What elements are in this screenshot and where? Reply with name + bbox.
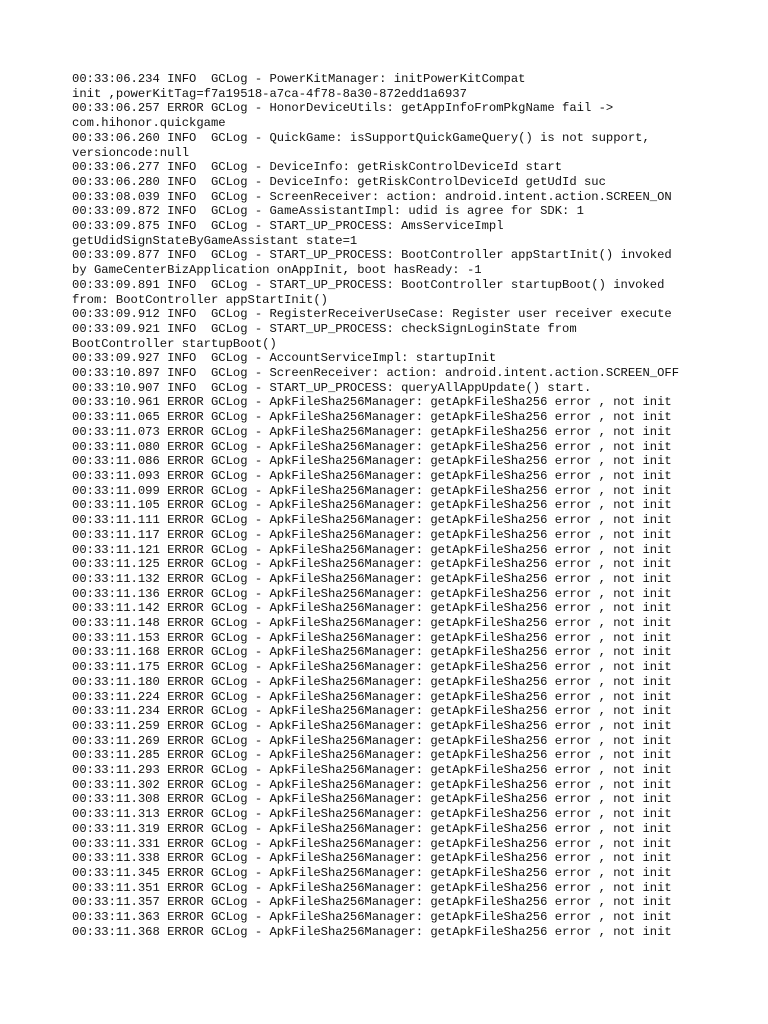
log-line: init ,powerKitTag=f7a19518-a7ca-4f78-8a30-872edd1a6937 (72, 86, 467, 101)
log-line: com.hihonor.quickgame (72, 116, 226, 131)
log-line: 00:33:11.136 ERROR GCLog - ApkFileSha256Manager: getApkFileSha256 error , not init (72, 586, 672, 601)
log-line: 00:33:11.363 ERROR GCLog - ApkFileSha256Manager: getApkFileSha256 error , not init (72, 910, 672, 925)
log-line: 00:33:06.280 INFO GCLog - DeviceInfo: getRiskControlDeviceId getUdId suc (72, 174, 606, 189)
log-line: 00:33:11.132 ERROR GCLog - ApkFileSha256Manager: getApkFileSha256 error , not init (72, 571, 672, 586)
log-line: 00:33:11.180 ERROR GCLog - ApkFileSha256Manager: getApkFileSha256 error , not init (72, 674, 672, 689)
log-line: 00:33:09.912 INFO GCLog - RegisterReceiverUseCase: Register user receiver execute (72, 307, 672, 322)
log-line: from: BootController appStartInit() (72, 292, 328, 307)
log-line: 00:33:11.073 ERROR GCLog - ApkFileSha256Manager: getApkFileSha256 error , not init (72, 424, 672, 439)
log-line: 00:33:11.313 ERROR GCLog - ApkFileSha256Manager: getApkFileSha256 error , not init (72, 807, 672, 822)
log-line: 00:33:10.907 INFO GCLog - START_UP_PROCESS: queryAllAppUpdate() start. (72, 380, 592, 395)
log-line: 00:33:06.234 INFO GCLog - PowerKitManager: initPowerKitCompat (72, 72, 526, 86)
log-line: 00:33:09.921 INFO GCLog - START_UP_PROCESS: checkSignLoginState from (72, 321, 577, 336)
log-line: 00:33:11.357 ERROR GCLog - ApkFileSha256Manager: getApkFileSha256 error , not init (72, 895, 672, 910)
log-line: 00:33:11.234 ERROR GCLog - ApkFileSha256Manager: getApkFileSha256 error , not init (72, 704, 672, 719)
log-line: by GameCenterBizApplication onAppInit, boot hasReady: -1 (72, 263, 482, 278)
log-line: 00:33:09.927 INFO GCLog - AccountServiceImpl: startupInit (72, 351, 497, 366)
log-line: 00:33:09.875 INFO GCLog - START_UP_PROCESS: AmsServiceImpl (72, 219, 504, 234)
log-line: 00:33:11.285 ERROR GCLog - ApkFileSha256Manager: getApkFileSha256 error , not init (72, 748, 672, 763)
log-line: getUdidSignStateByGameAssistant state=1 (72, 233, 358, 248)
log-line: 00:33:06.257 ERROR GCLog - HonorDeviceUtils: getAppInfoFromPkgName fail -> (72, 101, 614, 116)
log-line: 00:33:11.125 ERROR GCLog - ApkFileSha256Manager: getApkFileSha256 error , not init (72, 557, 672, 572)
log-line: 00:33:11.308 ERROR GCLog - ApkFileSha256Manager: getApkFileSha256 error , not init (72, 792, 672, 807)
log-line: 00:33:11.168 ERROR GCLog - ApkFileSha256Manager: getApkFileSha256 error , not init (72, 645, 672, 660)
log-line: 00:33:11.338 ERROR GCLog - ApkFileSha256Manager: getApkFileSha256 error , not init (72, 851, 672, 866)
log-line: 00:33:11.345 ERROR GCLog - ApkFileSha256Manager: getApkFileSha256 error , not init (72, 865, 672, 880)
log-line: 00:33:06.277 INFO GCLog - DeviceInfo: getRiskControlDeviceId start (72, 160, 563, 175)
log-line: 00:33:06.260 INFO GCLog - QuickGame: isSupportQuickGameQuery() is not support, (72, 130, 650, 145)
log-line: 00:33:11.065 ERROR GCLog - ApkFileSha256Manager: getApkFileSha256 error , not init (72, 410, 672, 425)
log-line: 00:33:11.351 ERROR GCLog - ApkFileSha256Manager: getApkFileSha256 error , not init (72, 880, 672, 895)
log-line: 00:33:11.319 ERROR GCLog - ApkFileSha256Manager: getApkFileSha256 error , not init (72, 821, 672, 836)
log-line: versioncode:null (72, 145, 190, 160)
log-line: 00:33:11.153 ERROR GCLog - ApkFileSha256Manager: getApkFileSha256 error , not init (72, 630, 672, 645)
log-line: 00:33:11.093 ERROR GCLog - ApkFileSha256Manager: getApkFileSha256 error , not init (72, 468, 672, 483)
log-line: 00:33:11.224 ERROR GCLog - ApkFileSha256Manager: getApkFileSha256 error , not init (72, 689, 672, 704)
log-line: 00:33:11.269 ERROR GCLog - ApkFileSha256Manager: getApkFileSha256 error , not init (72, 733, 672, 748)
log-line: 00:33:09.872 INFO GCLog - GameAssistantImpl: udid is agree for SDK: 1 (72, 204, 584, 219)
log-line: 00:33:11.175 ERROR GCLog - ApkFileSha256Manager: getApkFileSha256 error , not init (72, 660, 672, 675)
log-line: 00:33:11.142 ERROR GCLog - ApkFileSha256Manager: getApkFileSha256 error , not init (72, 601, 672, 616)
log-line: BootController startupBoot() (72, 336, 277, 351)
log-line: 00:33:10.897 INFO GCLog - ScreenReceiver: action: android.intent.action.SCREEN_OFF (72, 366, 680, 381)
log-body (72, 72, 712, 939)
log-line: 00:33:11.117 ERROR GCLog - ApkFileSha256Manager: getApkFileSha256 error , not init (72, 527, 672, 542)
log-line: 00:33:11.099 ERROR GCLog - ApkFileSha256Manager: getApkFileSha256 error , not init (72, 483, 672, 498)
log-line: 00:33:10.961 ERROR GCLog - ApkFileSha256Manager: getApkFileSha256 error , not init (72, 395, 672, 410)
log-line: 00:33:11.148 ERROR GCLog - ApkFileSha256Manager: getApkFileSha256 error , not init (72, 616, 672, 631)
log-line: 00:33:09.877 INFO GCLog - START_UP_PROCESS: BootController appStartInit() invoked (72, 248, 672, 263)
log-line: 00:33:11.293 ERROR GCLog - ApkFileSha256Manager: getApkFileSha256 error , not init (72, 763, 672, 778)
log-line: 00:33:11.080 ERROR GCLog - ApkFileSha256Manager: getApkFileSha256 error , not init (72, 439, 672, 454)
log-line: 00:33:11.302 ERROR GCLog - ApkFileSha256Manager: getApkFileSha256 error , not init (72, 777, 672, 792)
log-line: 00:33:11.331 ERROR GCLog - ApkFileSha256Manager: getApkFileSha256 error , not init (72, 836, 672, 851)
log-line: 00:33:11.105 ERROR GCLog - ApkFileSha256Manager: getApkFileSha256 error , not init (72, 498, 672, 513)
log-line: 00:33:11.368 ERROR GCLog - ApkFileSha256Manager: getApkFileSha256 error , not init (72, 924, 672, 939)
log-line: 00:33:11.259 ERROR GCLog - ApkFileSha256Manager: getApkFileSha256 error , not init (72, 718, 672, 733)
log-line: 00:33:11.111 ERROR GCLog - ApkFileSha256Manager: getApkFileSha256 error , not init (72, 513, 672, 528)
log-document (72, 72, 712, 939)
log-line: 00:33:09.891 INFO GCLog - START_UP_PROCESS: BootController startupBoot() invoked (72, 277, 665, 292)
log-line: 00:33:11.121 ERROR GCLog - ApkFileSha256Manager: getApkFileSha256 error , not init (72, 542, 672, 557)
log-line: 00:33:08.039 INFO GCLog - ScreenReceiver: action: android.intent.action.SCREEN_ON (72, 189, 672, 204)
log-line: 00:33:11.086 ERROR GCLog - ApkFileSha256Manager: getApkFileSha256 error , not init (72, 454, 672, 469)
